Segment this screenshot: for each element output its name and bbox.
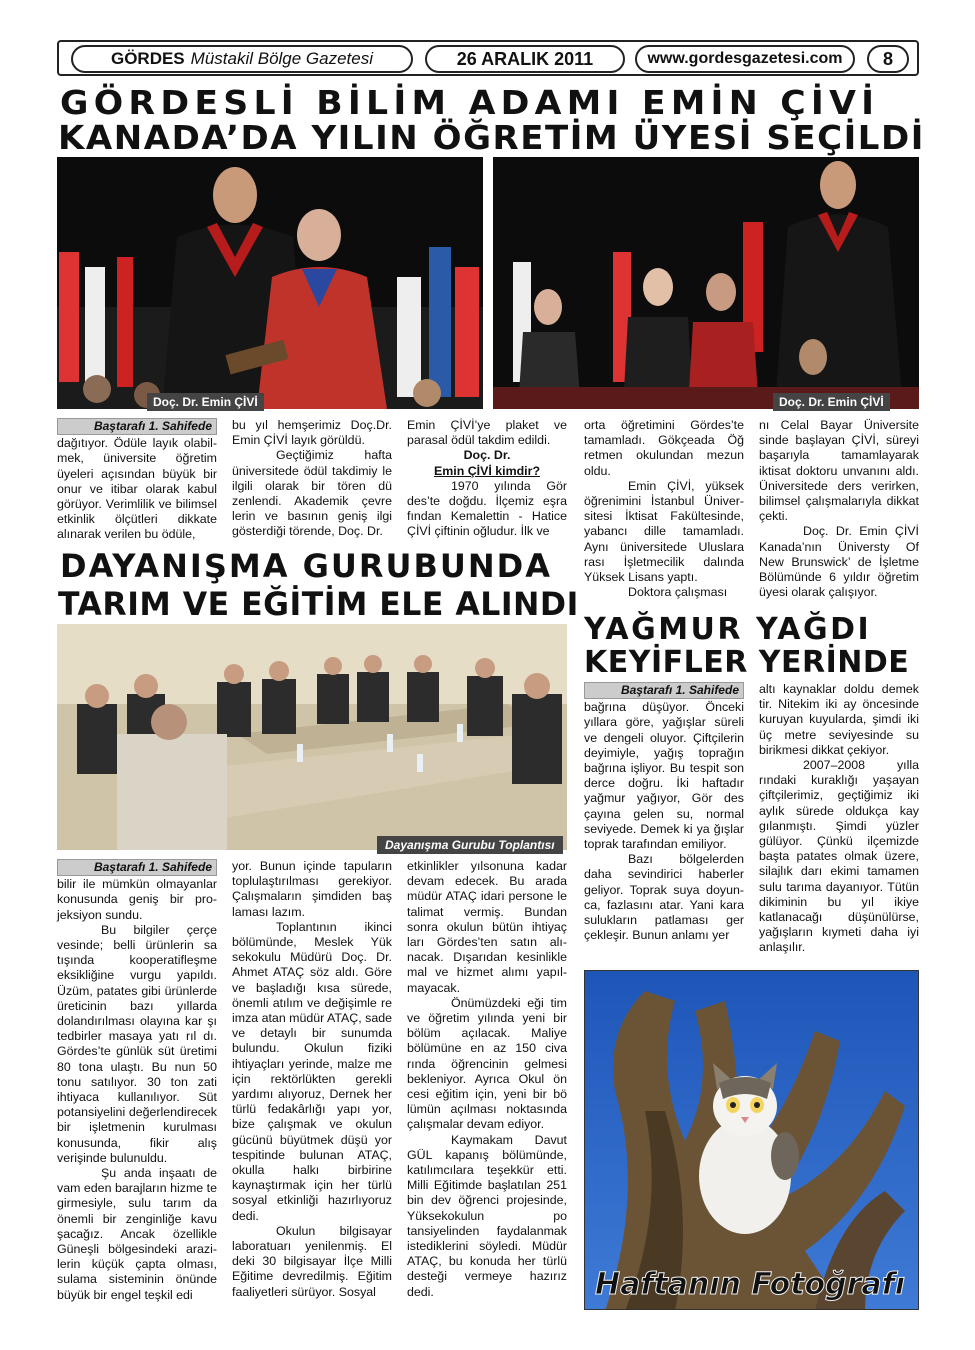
continued-tag: Baştarafı 1. Sahifede <box>57 859 217 876</box>
paragraph: nı Celal Bayar Üniversite sinde başlayan ÇİVİ, süreyi başarıyla tamamlayarak iktisat doktoru unvanını aldı. Üniversitede ders verirken, bilimsel çalışmalarıyla dikkat çekti. <box>759 418 919 524</box>
paragraph: Şu anda inşaatı de vam eden barajların hizme te girmesiyle, sulu tarım da önemli bir zenginliğe kavu şacağız. Ancak özellikle Güneşli bölgesindeki arazilerin küçük çapta olması, sulama sisteminin önünde büyük bir engel teşkil edi <box>57 1166 217 1302</box>
article1-column-5 <box>759 418 919 600</box>
paragraph: Emin ÇİVİ’ye plaket ve parasal ödül takdim edildi. <box>407 418 567 448</box>
meeting-photo <box>57 624 567 850</box>
article2-column-1 <box>57 859 217 1303</box>
paragraph: Doktora çalışması <box>628 585 728 600</box>
meeting-photo-caption: Dayanışma Gurubu Toplantısı <box>377 836 563 854</box>
article1-headline-line2: KANADA’DA YILIN ÖĞRETİM ÜYESİ SEÇİLDİ <box>58 118 925 157</box>
article2-column-2 <box>232 859 392 1300</box>
paper-name-bold: GÖRDES <box>110 49 185 68</box>
article1-headline-line1: GÖRDESLİ BİLİM ADAMI EMİN ÇİVİ <box>60 83 880 122</box>
paper-name <box>71 45 413 73</box>
paragraph: Kaymakam Davut GÜL kapanış bölümünde, katılımcılara teşekkür etti. Milli Eğitimde başlatılan 251 bin dev öğrenci projesinde, Yüksekokulun po tansiyelinden faydalanmak istediklerini söyledi. Müdür ATAÇ, bu konuda her türlü desteği vermeye hazırız dedi. <box>407 1132 567 1299</box>
article1-column-1 <box>57 418 217 543</box>
website-link[interactable]: www.gordesgazetesi.com <box>635 45 855 73</box>
paragraph: orta öğretimini Gördes’te tamamladı. Gökçeada Öğ retmen okulundan mezun oldu. <box>584 418 744 478</box>
paragraph: 2007–2008 yılla rındaki kuraklığı yaşayan çiftçilerimiz, geçtiğimiz iki aylık sürede oldukça kay gılanmıştı. Şimdi yüzler gülüyor. Çünkü ilçemizde başta patates olmak üzere, silajlık darı ekimi tamamen sulu tarıma dayanıyor. Tütün dikiminin bu yıl ikiye katlanacağı düşünülürse, yağışların kıymeti daha iyi anlaşılır. <box>759 758 919 955</box>
paragraph: bağrına düşüyor. Önceki yıllara göre, yağışlar süreli ve dengeli oluyor. Çiftçilerin deyimiyle, yağış toprağın bağrına işliyor. Bu tespit son derce doğru. İki haftadır yağmur yağıyor, Gör des çayına gelen su, normal seviyede. Demek ki ya ğışlar toprak tarafından emiliyor. <box>584 700 744 852</box>
issue-date: 26 ARALIK 2011 <box>425 45 625 73</box>
paragraph: Geçtiğimiz hafta üniversitede ödül takdimiy le ilgili olarak bir tören dü zenlendi. Akademik çevre lerin ve basının geniş ilgi gösterdiği törende, Doç. Dr. <box>232 448 392 539</box>
paragraph: yor. Bunun içinde tapuların toplulaştırılması gerekiyor. Çalışmaların şimdiden baş laması lazım. <box>232 859 392 919</box>
continued-tag: Baştarafı 1. Sahifede <box>584 682 744 699</box>
paragraph: dağıtıyor. Ödüle layık olabilmek, üniversite öğretim üyeleri açısından büyük bir onur ve itibar olarak kabul görüyor. Verimlilik ve bilimsel etkinlik ölçütleri dikkate alınarak verilen bu ödüle, <box>57 436 217 542</box>
article2-headline-line1: DAYANIŞMA GURUBUNDA <box>60 547 552 585</box>
article1-column-3 <box>407 418 567 540</box>
photo-caption-right: Doç. Dr. Emin ÇİVİ <box>773 393 890 411</box>
article2-column-3 <box>407 859 567 1300</box>
photo-of-week <box>584 970 919 1310</box>
paragraph: Önümüzdeki eği tim ve öğretim yılında yeni bir bölüm açılacak. Maliye bölümüne en az 150 civa rında öğrencinin gelmesi bekleniyor. Ayrıca Okul ön cesi eğitim için, yeni bir bö lümün açılması noktasında çalışmalar devam ediyor. <box>407 995 567 1132</box>
page-number: 8 <box>867 45 909 73</box>
paragraph: 1970 yılında Gör des’te doğdu. İlçemiz eşra fından Kemalettin - Hatice ÇİVİ çiftinin oğludur. İlk ve <box>407 478 567 539</box>
article3-headline-line2: KEYİFLER YERİNDE <box>584 645 910 680</box>
article1-column-4 <box>584 418 744 600</box>
paragraph: Doç. Dr. Emin ÇİVİ Kanada’nın Üniversty Of New Brunswick’ de İşletme Bölümünde 6 yıldır öğretim üyesi olarak çalışıyor. <box>759 524 919 600</box>
paragraph: etkinlikler yılsonuna kadar devam edecek. Bu arada müdür ATAÇ idari persone le talimat vermiş. Bundan sonra okulun bütün ihtiyaç ları Gördes’ten satın alınacak. Dışarıdan kesinlikle mal ve hizmet alımı yapılmayacak. <box>407 859 567 995</box>
continued-tag: Baştarafı 1. Sahifede <box>57 418 217 435</box>
article1-column-2 <box>232 418 392 540</box>
paragraph: Okulun bilgisayar laboratuarı yenilenmiş. El deki 30 bilgisayar İlçe Milli Eğitime devredilmiş. Eğitim faaliyetleri sürüyor. Sosyal <box>232 1223 392 1299</box>
paragraph: bilir ile mümkün olmayanlar konusunda geniş bir projeksiyon sundu. <box>57 877 217 922</box>
article3-column-2 <box>759 682 919 956</box>
paragraph: Bazı bölgelerden daha sevindirici haberler geliyor. Toprak suya doyunca, fazlasını atar. Yani kara sulukların patlaması ger çekleşir. Bunun anlamı yer <box>584 852 744 943</box>
paragraph: Emin ÇİVİ, yüksek öğrenimini İstanbul Üniversitesi İktisat Fakültesinde, yabancı dille tamamladı. Aynı üniversitede Uluslara rası İşletmecilik dalında Yüksek Lisans yaptı. <box>584 478 744 585</box>
photo-of-week-title: Haftanın Fotoğrafı <box>595 1267 906 1302</box>
ceremony-photo-stage <box>493 157 919 409</box>
paragraph: Bu bilgiler çerçe vesinde; belli ürünlerin sa tışında kooperatifleşme eksikliğine vurgu yapıldı. Üzüm, patates gibi ürünlerde üreticinin bazı yıllarda dolandırılması olayına kar şı tedbirler masaya yatı rıl dı. Gördes’te günlük süt üretimi 80 tona ulaştı. Bu nun 50 tonu satılıyor. 30 ton zati ihtiyaca kullanılıyor. Süt potansiyelini değerlendirecek bir işletmenin kurulması konusunda, fikir alış verişinde bulunuldu. <box>57 922 217 1165</box>
article3-column-1 <box>584 682 744 943</box>
paragraph: Toplantının ikinci bölümünde, Meslek Yük sekokulu Müdürü Doç. Dr. Ahmet ATAÇ söz aldı. Göre ve başladığı kısa sürede, önemli atılım ve değişimle re imza atan müdür ATAÇ, sade ve detaylı bir sunumda bulundu. Okulun fiziki ihtiyaçları yerinde, malze me için rektörlükten gerekli yardımı alıyoruz, Dernek her türlü fedakârlığı yapı yor, bize çalışmak ve okulun gücünü büyütmek düşü yor tespitinde bulunan ATAÇ, okulla halkı birbirine kaynaştırmak için her türlü sosyal etkinliği hazırlıyoruz dedi. <box>232 919 392 1223</box>
article3-headline-line1: YAĞMUR YAĞDI <box>584 612 872 647</box>
article2-headline-line2: TARIM VE EĞİTİM ELE ALINDI <box>58 585 579 623</box>
paragraph: altı kaynaklar doldu demek tir. Nitekim iki ay öncesinde kuruyan kuyularda, şimdi iki üç metre seviyesinde su birikmesi dikkat çekiyor. <box>759 682 919 757</box>
subhead: Emin ÇİVİ kimdir? <box>433 463 541 478</box>
ceremony-photo-handshake <box>57 157 483 409</box>
paper-name-rest: Müstakil Bölge Gazetesi <box>190 49 374 68</box>
subhead: Doç. Dr. <box>463 448 511 463</box>
photo-caption-left: Doç. Dr. Emin ÇİVİ <box>147 393 264 411</box>
paragraph: bu yıl hemşerimiz Doç.Dr. Emin ÇİVİ layık görüldü. <box>232 418 392 448</box>
masthead <box>57 40 919 76</box>
